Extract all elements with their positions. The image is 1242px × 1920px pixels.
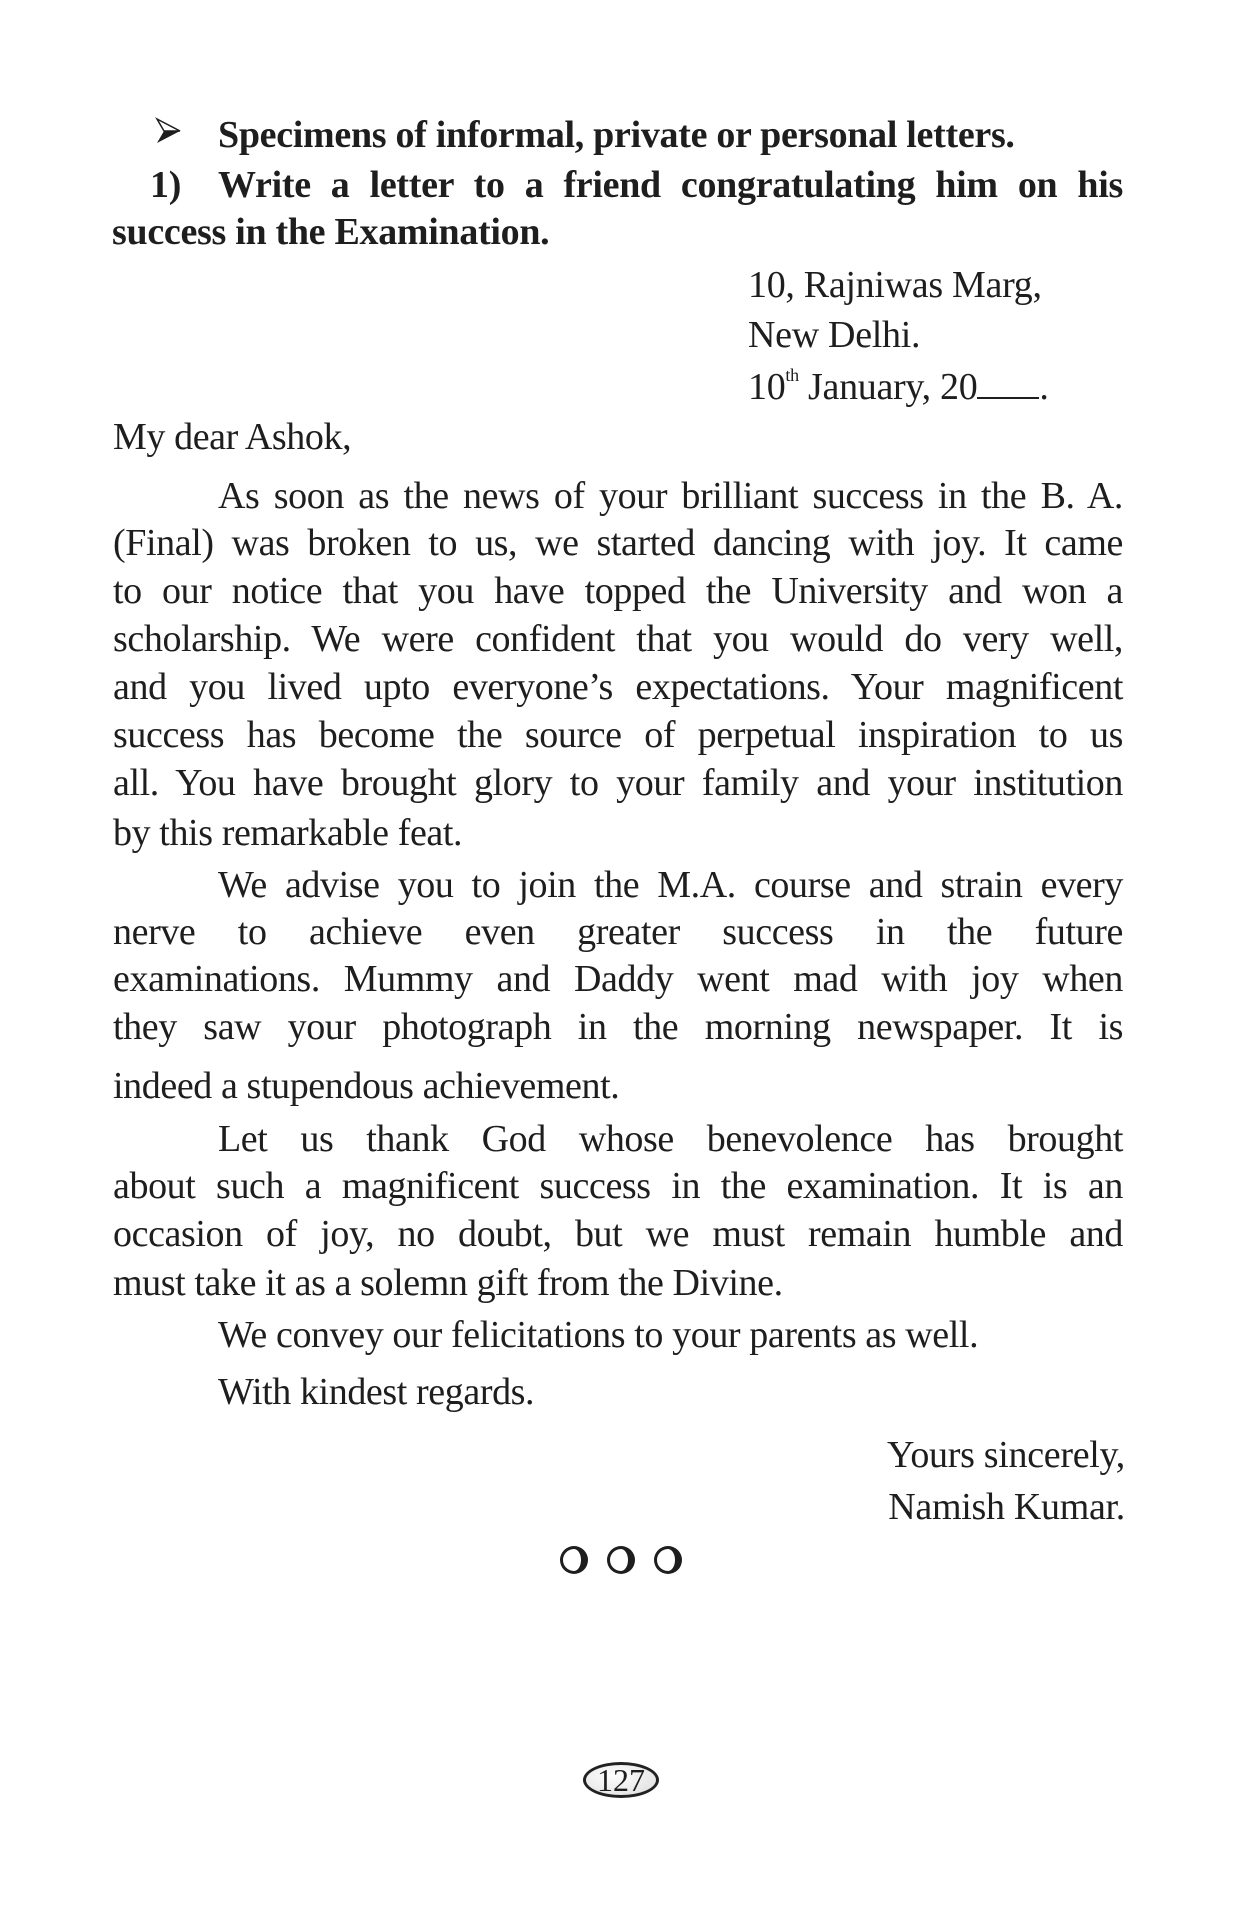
closing-line-2: With kindest regards. xyxy=(218,1371,535,1413)
page-number: 127 xyxy=(583,1762,659,1798)
paragraph-line: Let us thank God whose benevolence has brought xyxy=(218,1118,1123,1160)
paragraph-line: (Final) was broken to us, we started dancing with joy. It came xyxy=(113,522,1123,564)
circle-icon xyxy=(607,1546,635,1574)
letter-date xyxy=(748,365,1049,408)
paragraph-line: about such a magnificent success in the examination. It is an xyxy=(113,1165,1123,1207)
date-day: 10 xyxy=(748,366,786,408)
salutation: My dear Ashok, xyxy=(113,416,352,458)
signoff: Yours sincerely, xyxy=(887,1434,1125,1476)
circle-icon xyxy=(560,1546,588,1574)
paragraph-line: examinations. Mummy and Daddy went mad with joy when xyxy=(113,958,1123,1000)
paragraph-line: As soon as the news of your brilliant success in the B. A. xyxy=(218,475,1123,517)
address-line-2: New Delhi. xyxy=(748,314,921,356)
three-circles-ornament-icon xyxy=(560,1546,682,1576)
paragraph-line: We advise you to join the M.A. course and strain every xyxy=(218,864,1123,906)
paragraph-line: success has become the source of perpetual inspiration to us xyxy=(113,714,1123,756)
year-blank xyxy=(977,369,1039,399)
circle-icon xyxy=(654,1546,682,1574)
address-line-1: 10, Rajniwas Marg, xyxy=(748,264,1042,306)
signature-name: Namish Kumar. xyxy=(888,1486,1125,1528)
paragraph-line: they saw your photograph in the morning newspaper. It is xyxy=(113,1006,1123,1048)
date-month-year: January, 20 xyxy=(798,366,978,408)
question-line-1: Write a letter to a friend congratulating him on his xyxy=(218,164,1123,206)
paragraph-line: occasion of joy, no doubt, but we must remain humble and xyxy=(113,1213,1123,1255)
arrowhead-bullet-icon xyxy=(155,117,181,145)
section-title: Specimens of informal, private or personal letters. xyxy=(218,114,1015,156)
paragraph-line: all. You have brought glory to your family and your institution xyxy=(113,762,1123,804)
paragraph-line: to our notice that you have topped the University and won a xyxy=(113,570,1123,612)
date-suffix: th xyxy=(785,365,799,385)
question-line-2: success in the Examination. xyxy=(112,211,550,253)
question-number: 1) xyxy=(150,164,182,206)
closing-line-1: We convey our felicitations to your parents as well. xyxy=(218,1314,979,1356)
paragraph-line: scholarship. We were confident that you would do very well, xyxy=(113,618,1123,660)
date-end: . xyxy=(1039,366,1049,408)
paragraph-line: by this remarkable feat. xyxy=(113,812,463,854)
paragraph-line: nerve to achieve even greater success in the future xyxy=(113,911,1123,953)
paragraph-line: and you lived upto everyone’s expectations. Your magnificent xyxy=(113,666,1123,708)
paragraph-line: must take it as a solemn gift from the Divine. xyxy=(113,1262,783,1304)
paragraph-line: indeed a stupendous achievement. xyxy=(113,1065,620,1107)
